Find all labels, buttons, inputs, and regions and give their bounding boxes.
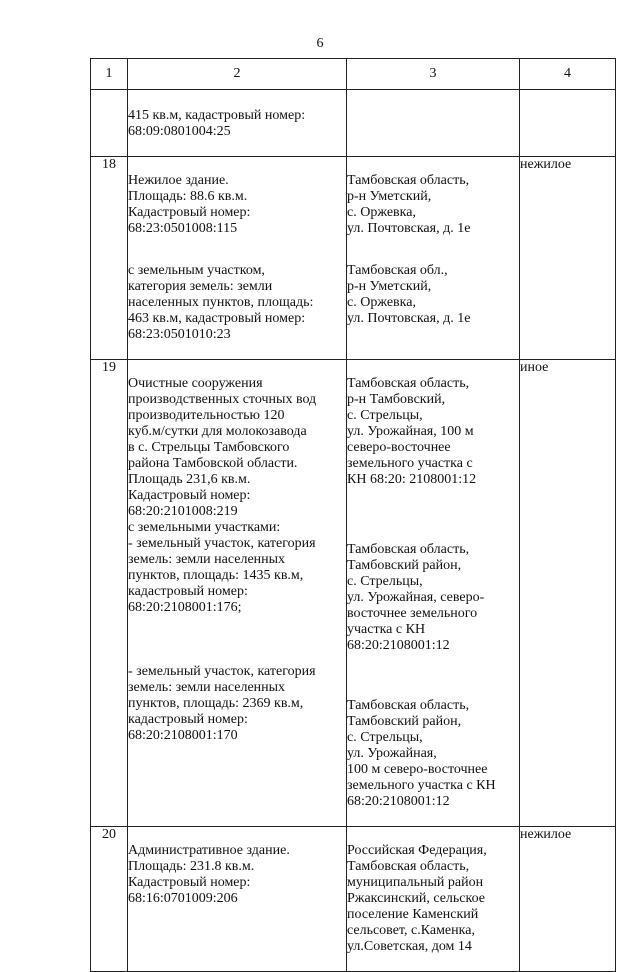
column-header: 3 [347,59,520,90]
object-description [128,90,347,157]
address-text: Тамбовская обл., р-н Уметский, с. Оржевка, ул. Почтовская, д. 1е [347,263,471,326]
table-row [91,157,616,360]
description-text: Нежилое здание. Площадь: 88.6 кв.м. Кадастровый номер: 68:23:0501008:115 [128,173,251,236]
object-status: нежилое [520,827,616,972]
description-text: с земельным участком, категория земель: земли населенных пунктов, площадь: 463 кв.м, кадастровый номер: 68:23:0501010:23 [128,263,314,342]
address-text: Тамбовская область, Тамбовский район, с. Стрельцы, ул. Урожайная, северо- восточнее земельного участка с КН 68:20:2108001:12 [347,542,485,653]
table-row [91,360,616,827]
row-number: 19 [91,360,128,827]
object-status [520,90,616,157]
row-number [91,90,128,157]
description-text: Административное здание. Площадь: 231.8 кв.м. Кадастровый номер: 68:16:0701009:206 [128,843,290,906]
row-number: 20 [91,827,128,972]
description-text: Очистные сооружения производственных сточных вод производительностью 120 куб.м/сутки для молокозавода в с. Стрельцы Тамбовского района Тамбовской области. Площадь 231,6 кв.м. Кадастровый номер: 68:20:2101008:219 с земельными участками: - земельный участок, категория земель: земли населенных пунктов, площадь: 1435 кв.м, кадастровый номер: 68:20:2108001:176; [128,376,317,615]
object-address [347,90,520,157]
column-header: 4 [520,59,616,90]
page-number: 6 [316,36,324,51]
object-status: нежилое [520,157,616,360]
row-number: 18 [91,157,128,360]
address-text: Тамбовская область, р-н Уметский, с. Оржевка, ул. Почтовская, д. 1е [347,173,471,236]
object-address [347,360,520,827]
property-table [90,58,616,972]
address-text: Тамбовская область, Тамбовский район, с. Стрельцы, ул. Урожайная, 100 м северо-восточнее земельного участка с КН 68:20:2108001:12 [347,698,496,809]
object-description [128,157,347,360]
object-status: иное [520,360,616,827]
column-header: 2 [128,59,347,90]
address-text: Российская Федерация, Тамбовская область, муниципальный район Ржаксинский, сельское поселение Каменский сельсовет, с.Каменка, ул.Советская, дом 14 [347,843,487,954]
object-address [347,157,520,360]
object-description [128,360,347,827]
description-text: 415 кв.м, кадастровый номер: 68:09:0801004:25 [128,108,306,139]
table-header-row [91,59,616,90]
object-address [347,827,520,972]
description-text: - земельный участок, категория земель: земли населенных пунктов, площадь: 2369 кв.м, кадастровый номер: 68:20:2108001:170 [128,664,316,743]
table-row [91,90,616,157]
table-row [91,827,616,972]
column-header: 1 [91,59,128,90]
object-description [128,827,347,972]
address-text: Тамбовская область, р-н Тамбовский, с. Стрельцы, ул. Урожайная, 100 м северо-восточнее земельного участка с КН 68:20: 2108001:12 [347,376,477,487]
